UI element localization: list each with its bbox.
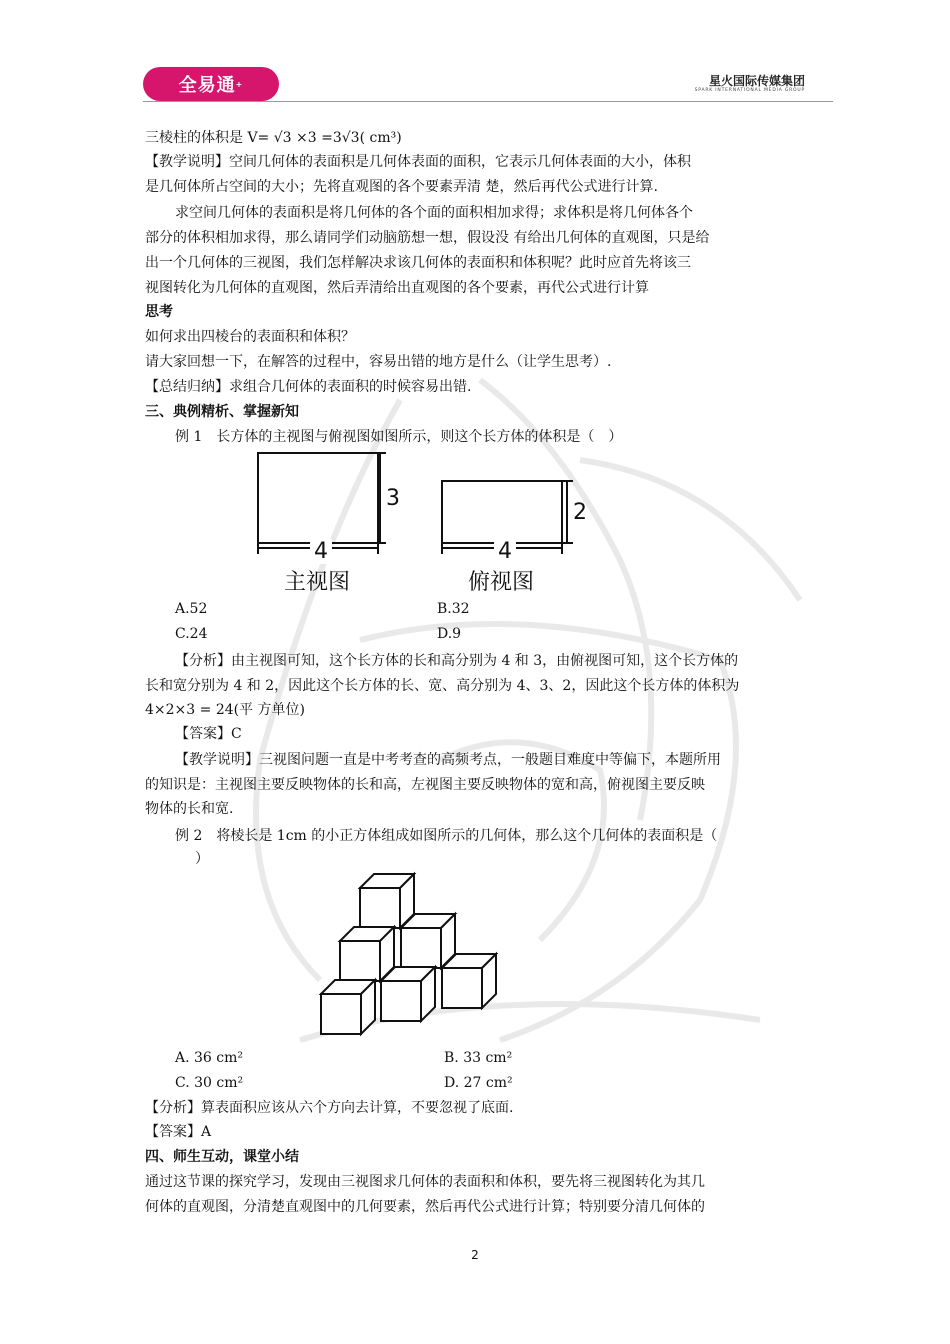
paragraph-line: 出一个几何体的三视图，我们怎样解决求该几何体的表面积和体积呢？此时应首先将该三 bbox=[145, 255, 691, 271]
example1-question: 例 1 长方体的主视图与俯视图如图所示，则这个长方体的体积是（ ） bbox=[175, 429, 623, 445]
header-divider bbox=[143, 101, 833, 102]
paragraph-line: 是几何体所占空间的大小；先将直观图的各个要素弄清 楚，然后再代公式进行计算. bbox=[145, 179, 658, 195]
option-a: A.52 bbox=[175, 601, 208, 617]
summary-paragraph-line: 何体的直观图，分清楚直观图中的几何要素，然后再代公式进行计算；特别要分清几何体的 bbox=[145, 1199, 705, 1215]
option-c: C. 30 cm² bbox=[175, 1075, 244, 1091]
analysis-line: 【分析】由主视图可知，这个长方体的长和高分别为 4 和 3，由俯视图可知，这个长方体的 bbox=[175, 653, 739, 669]
logo-text: 全易通 bbox=[178, 75, 236, 96]
paragraph-line: 视图转化为几何体的直观图，然后弄清给出直观图的各个要素，再代公式进行计算 bbox=[145, 280, 649, 296]
option-d: D. 27 cm² bbox=[444, 1075, 513, 1091]
example2-question: 例 2 将棱长是 1cm 的小正方体组成如图所示的几何体，那么这个几何体的表面积是（ bbox=[175, 828, 718, 844]
summary-line: 【总结归纳】求组合几何体的表面积的时候容易出错. bbox=[145, 379, 472, 395]
section-heading-think: 思考 bbox=[145, 304, 173, 320]
front-view-rect bbox=[258, 453, 378, 543]
option-c: C.24 bbox=[175, 626, 208, 642]
option-b: B.32 bbox=[437, 601, 470, 617]
front-height-label: 3 bbox=[386, 486, 400, 511]
note-line: 【教学说明】三视图问题一直是中考考查的高频考点，一般题目难度中等偏下，本题所用 bbox=[175, 752, 721, 768]
top-view-rect bbox=[442, 481, 562, 543]
paragraph-line: 【教学说明】空间几何体的表面积是几何体表面的面积，它表示几何体表面的大小，体积 bbox=[145, 154, 691, 170]
summary-paragraph-line: 通过这节课的探究学习，发现由三视图求几何体的表面积和体积，要先将三视图转化为其几 bbox=[145, 1174, 705, 1190]
paragraph-line: 部分的体积相加求得，那么请同学们动脑筋想一想，假设没 有给出几何体的直观图，只是给 bbox=[145, 230, 710, 246]
top-view-caption: 俯视图 bbox=[468, 570, 535, 595]
section-heading-4: 四、师生互动，课堂小结 bbox=[145, 1149, 299, 1165]
example2-cube-figure bbox=[318, 868, 528, 1040]
example2-question-end: ） bbox=[195, 851, 209, 867]
section-heading-3: 三、典例精析、掌握新知 bbox=[145, 404, 299, 420]
option-b: B. 33 cm² bbox=[444, 1050, 513, 1066]
paragraph-line: 求空间几何体的表面积是将几何体的各个面的面积相加求得；求体积是将几何体各个 bbox=[175, 205, 693, 221]
top-height-label: 2 bbox=[573, 500, 587, 525]
front-width-label: 4 bbox=[310, 539, 332, 564]
page-number: 2 bbox=[471, 1248, 479, 1262]
company-name: 星火国际传媒集团 bbox=[708, 74, 805, 88]
analysis-line: 长和宽分别为 4 和 2，因此这个长方体的长、宽、高分别为 4、3、2，因此这个长方体的体积为 bbox=[145, 678, 740, 694]
analysis-line: 【分析】算表面积应该从六个方向去计算，不要忽视了底面. bbox=[145, 1100, 514, 1116]
think-line: 如何求出四棱台的表面积和体积？ bbox=[145, 329, 355, 345]
answer-line: 【答案】C bbox=[175, 726, 242, 742]
logo-star: + bbox=[235, 79, 244, 89]
front-view-caption: 主视图 bbox=[284, 570, 351, 595]
note-line: 物体的长和宽. bbox=[145, 801, 234, 817]
think-line: 请大家回想一下，在解答的过程中，容易出错的地方是什么（让学生思考）. bbox=[145, 354, 612, 370]
company-name-en: SPARK INTERNATIONAL MEDIA GROUP bbox=[694, 88, 805, 93]
option-a: A. 36 cm² bbox=[175, 1050, 244, 1066]
formula-line: 三棱柱的体积是 V= √3 ×3 =3√3( cm³) bbox=[145, 130, 402, 146]
brand-logo bbox=[143, 67, 279, 101]
analysis-line: 4×2×3 = 24(平 方单位) bbox=[145, 702, 306, 718]
note-line: 的知识是：主视图主要反映物体的长和高，左视图主要反映物体的宽和高，俯视图主要反映 bbox=[145, 777, 705, 793]
option-d: D.9 bbox=[437, 626, 462, 642]
answer-line: 【答案】A bbox=[145, 1124, 212, 1140]
top-width-label: 4 bbox=[494, 539, 516, 564]
